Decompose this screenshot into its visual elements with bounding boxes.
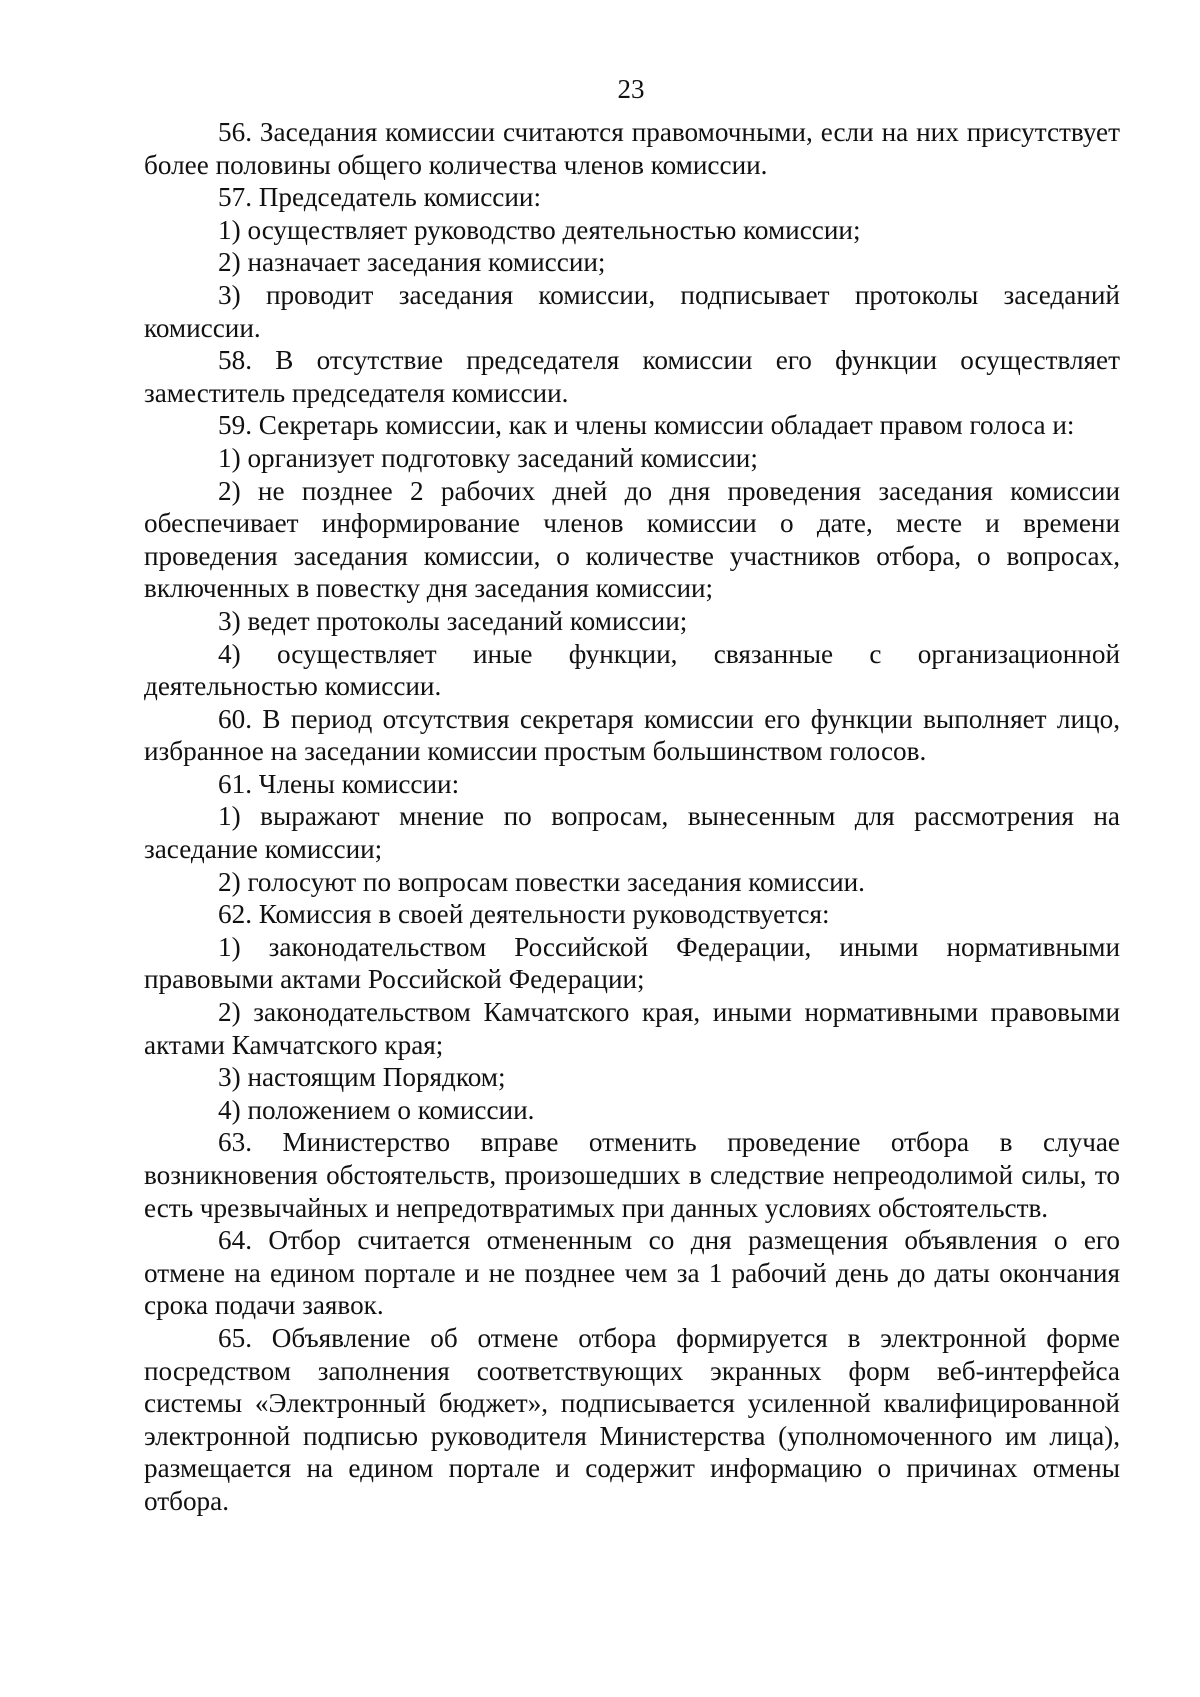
paragraph-57-item-1: 1) осуществляет руководство деятельностью комиссии; (218, 214, 861, 245)
paragraph-59-item-4: 4) осуществляет иные функции, связанные с организационной деятельностью комиссии. (144, 638, 1120, 702)
paragraph-57-item-2: 2) назначает заседания комиссии; (218, 247, 606, 278)
paragraph-56: 56. Заседания комиссии считаются правомочными, если на них присутствует более половины общего количества членов комиссии. (144, 117, 1120, 180)
page-number: 23 (617, 74, 645, 104)
paragraph-62-item-4: 4) положением о комиссии. (218, 1094, 535, 1125)
paragraph-59: 59. Секретарь комиссии, как и члены комиссии обладает правом голоса и: (218, 410, 1075, 441)
paragraph-64: 64. Отбор считается отмененным со дня размещения объявления о его отмене на едином портале и не позднее чем за 1 рабочий день до даты окончания срока подачи заявок. (144, 1225, 1120, 1321)
paragraph-61: 61. Члены комиссии: (218, 768, 460, 799)
paragraph-62: 62. Комиссия в своей деятельности руководствуется: (218, 899, 830, 930)
paragraph-57-item-3: 3) проводит заседания комиссии, подписывает протоколы заседаний комиссии. (144, 279, 1120, 343)
paragraph-65: 65. Объявление об отмене отбора формируется в электронной форме посредством заполнения соответствующих экранных форм веб-интерфейса системы «Электронный бюджет», подписывается усиленной квалифицированной электронной подписью руководителя Министерства (уполномоченного им лица), размещается на едином портале и содержит информацию о причинах отмены отбора. (144, 1322, 1120, 1516)
paragraph-61-item-2: 2) голосуют по вопросам повестки заседания комиссии. (218, 866, 865, 897)
paragraph-59-item-2: 2) не позднее 2 рабочих дней до дня проведения заседания комиссии обеспечивает информирование членов комиссии о дате, месте и времени проведения заседания комиссии, о количестве участников отбора, о вопросах, включенных в повестку дня заседания комиссии; (144, 475, 1120, 604)
document-body (144, 116, 1120, 1518)
paragraph-62-item-1: 1) законодательством Российской Федерации, иными нормативными правовыми актами Российской Федерации; (144, 931, 1120, 995)
paragraph-60: 60. В период отсутствия секретаря комиссии его функции выполняет лицо, избранное на заседании комиссии простым большинством голосов. (144, 703, 1120, 767)
paragraph-59-item-1: 1) организует подготовку заседаний комиссии; (218, 442, 758, 473)
paragraph-63: 63. Министерство вправе отменить проведение отбора в случае возникновения обстоятельств, произошедших в следствие непреодолимой силы, то есть чрезвычайных и непредотвратимых при данных условиях обстоятельств. (144, 1127, 1120, 1223)
paragraph-61-item-1: 1) выражают мнение по вопросам, вынесенным для рассмотрения на заседание комиссии; (144, 801, 1120, 865)
paragraph-62-item-3: 3) настоящим Порядком; (218, 1062, 506, 1093)
paragraph-57: 57. Председатель комиссии: (218, 182, 542, 213)
paragraph-58: 58. В отсутствие председателя комиссии его функции осуществляет заместитель председателя комиссии. (144, 345, 1120, 408)
paragraph-59-item-3: 3) ведет протоколы заседаний комиссии; (218, 605, 688, 636)
paragraph-62-item-2: 2) законодательством Камчатского края, иными нормативными правовыми актами Камчатского края; (144, 997, 1120, 1060)
